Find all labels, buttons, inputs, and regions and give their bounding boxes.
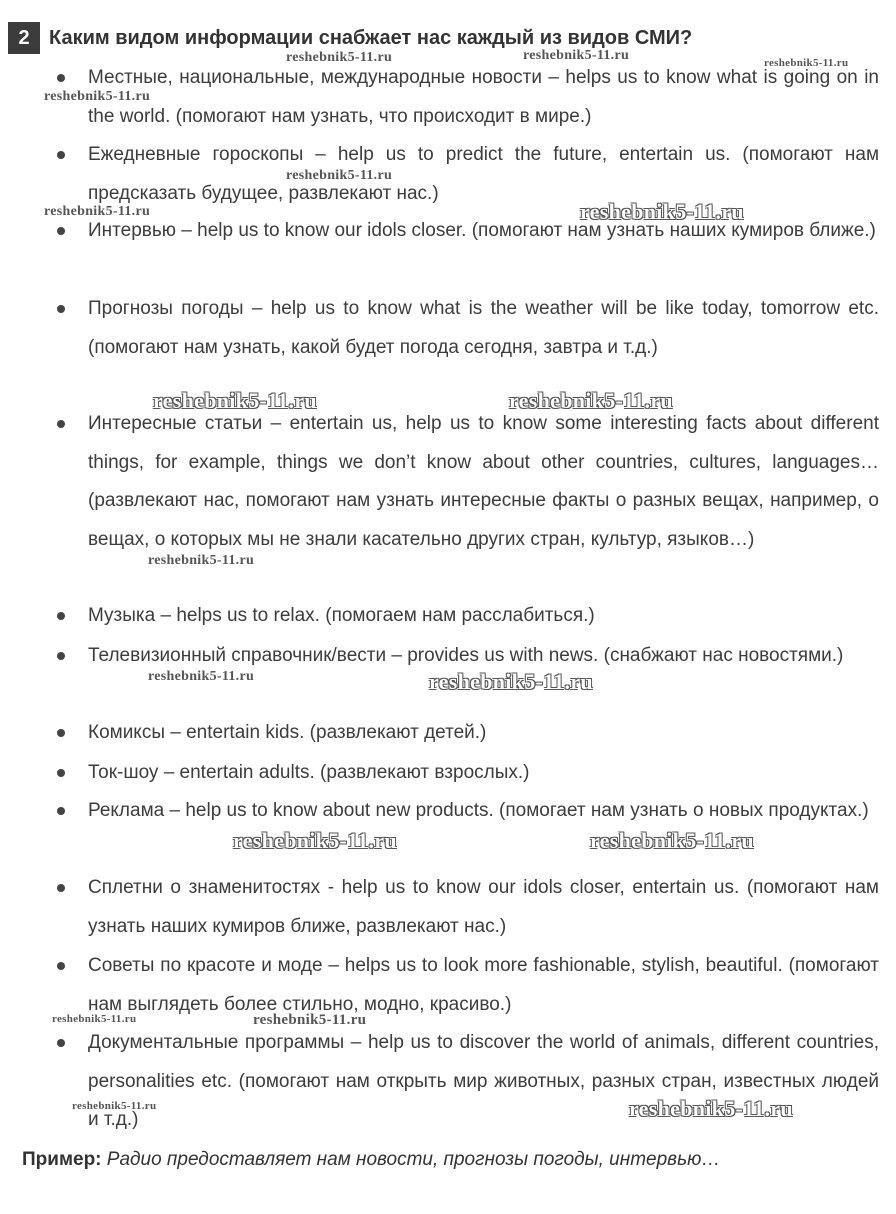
example-label: Пример: <box>22 1149 102 1170</box>
list-item-text: Ежедневные гороскопы – help us to predict the future, entertain us. (помогают нам предсказать будущее, развлекают нас.) <box>88 144 879 204</box>
watermark: reshebnik5-11.ru <box>148 669 255 684</box>
bullet-icon <box>57 652 65 660</box>
watermark: reshebnik5-11.ru <box>429 669 593 694</box>
example-text: Радио предоставляет нам новости, прогнозы погоды, интервью… <box>106 1149 721 1170</box>
bullet-icon <box>57 612 65 620</box>
watermark: reshebnik5-11.ru <box>233 828 397 853</box>
bullet-icon <box>57 420 65 428</box>
list-item-text: Местные, национальные, международные новости – helps us to know what is going on in the world. (помогают нам узнать, что происходит в мире.) <box>88 67 879 127</box>
watermark: reshebnik5-11.ru <box>253 1012 367 1028</box>
list-item-text: Телевизионный справочник/вести – provides us with news. (снабжают нас новостями.) <box>88 645 844 666</box>
list-item-text: Документальные программы – help us to discover the world of animals, different countries, personalities etc. (помогают нам открыть мир животных, разных стран, известных людей и т.д.) <box>88 1032 879 1130</box>
watermark: reshebnik5-11.ru <box>286 168 393 183</box>
list-item-text: Музыка – helps us to relax. (помогаем нам расслабиться.) <box>88 605 595 626</box>
watermark: reshebnik5-11.ru <box>72 1100 157 1112</box>
bullet-icon <box>57 729 65 737</box>
task-number: 2 <box>8 22 40 54</box>
watermark: reshebnik5-11.ru <box>509 388 673 413</box>
bullet-icon <box>57 305 65 313</box>
watermark: reshebnik5-11.ru <box>148 553 255 568</box>
list-item-text: Прогнозы погоды – help us to know what is the weather will be like today, tomorrow etc. (помогают нам узнать, какой будет погода сегодня, завтра и т.д.) <box>88 298 879 358</box>
bullet-icon <box>57 151 65 159</box>
watermark: reshebnik5-11.ru <box>764 57 849 69</box>
example <box>22 1148 720 1172</box>
list-item-text: Комиксы – entertain kids. (развлекают детей.) <box>88 722 487 743</box>
list-item-text: Сплетни о знаменитостях - help us to know our idols closer, entertain us. (помогают нам узнать наших кумиров ближе, развлекают нас.) <box>88 877 879 937</box>
list-item-text: Интервью – help us to know our idols closer. (помогают нам узнать наших кумиров ближе.) <box>88 220 876 241</box>
list-item-text: Ток-шоу – entertain adults. (развлекают взрослых.) <box>88 762 530 783</box>
watermark: reshebnik5-11.ru <box>44 204 151 219</box>
bullet-icon <box>57 74 65 82</box>
bullet-icon <box>57 227 65 235</box>
task-title: Каким видом информации снабжает нас каждый из видов СМИ? <box>49 26 693 49</box>
watermark: reshebnik5-11.ru <box>523 48 630 63</box>
list-item-text: Советы по красоте и моде – helps us to look more fashionable, stylish, beautiful. (помогают нам выглядеть более стильно, модно, красиво.) <box>88 955 879 1015</box>
bullet-icon <box>57 884 65 892</box>
watermark: reshebnik5-11.ru <box>629 1096 793 1121</box>
bullet-icon <box>57 1039 65 1047</box>
bullet-icon <box>57 769 65 777</box>
watermark: reshebnik5-11.ru <box>590 828 754 853</box>
watermark: reshebnik5-11.ru <box>44 89 151 104</box>
watermark: reshebnik5-11.ru <box>52 1013 137 1025</box>
watermark: reshebnik5-11.ru <box>153 388 317 413</box>
watermark: reshebnik5-11.ru <box>286 50 393 65</box>
list-item-text: Интересные статьи – entertain us, help us to know some interesting facts about different things, for example, things we don’t know about other countries, cultures, languages…(развлекают нас, помогают нам узнать интересные факты о разных вещах, например, о вещах, о которых мы не знали касательно других стран, культур, языков…) <box>88 413 879 550</box>
bullet-icon <box>57 962 65 970</box>
bullet-icon <box>57 807 65 815</box>
list-item-text: Реклама – help us to know about new products. (помогает нам узнать о новых продуктах.) <box>88 800 869 821</box>
watermark: reshebnik5-11.ru <box>580 199 744 224</box>
